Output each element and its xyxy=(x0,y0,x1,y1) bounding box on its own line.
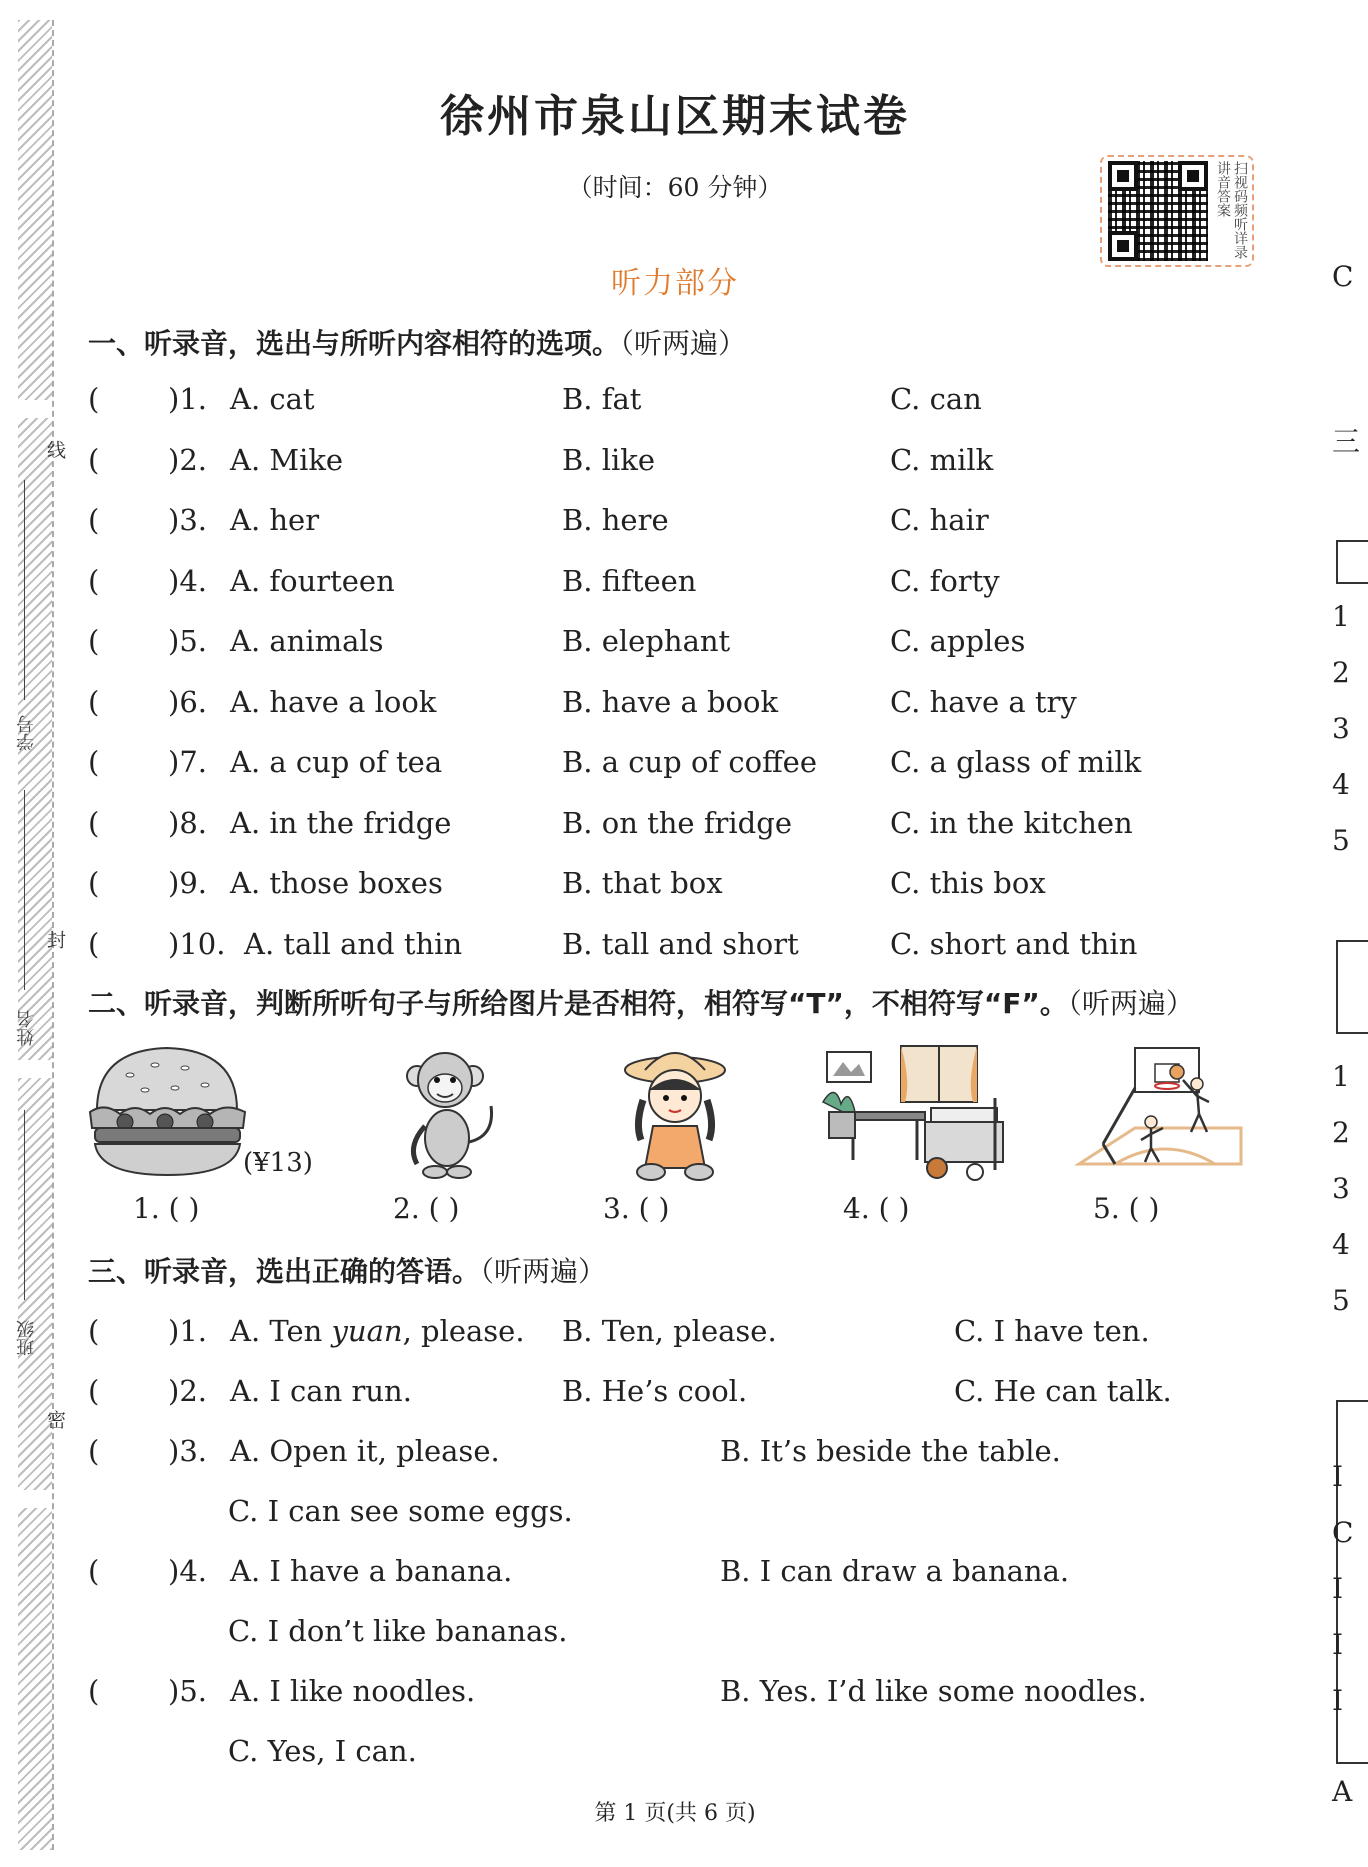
answer-blank[interactable]: ( xyxy=(88,866,100,900)
answer-blank[interactable]: ( xyxy=(88,442,100,477)
option-b[interactable]: B. tall and short xyxy=(562,926,799,961)
part2-title: 二、听录音，判断所听句子与所给图片是否相符，相符写“T”，不相符写“F”。（听两遍） xyxy=(88,987,1194,1020)
question-number: )5. xyxy=(168,624,207,658)
option-b[interactable]: B. like xyxy=(562,442,656,477)
option-a[interactable]: A. cat xyxy=(230,382,315,416)
question-number: )10. xyxy=(168,926,226,961)
answer-blank[interactable]: ( xyxy=(88,1374,100,1408)
basketball-picture xyxy=(1075,1044,1245,1179)
option-a[interactable]: A. fourteen xyxy=(230,563,395,598)
answer-blank[interactable]: ( xyxy=(88,624,100,658)
option-c[interactable]: C. I have ten. xyxy=(954,1314,1150,1348)
option-b[interactable]: B. Ten, please. xyxy=(562,1314,777,1348)
section-heading: 听力部分 xyxy=(611,266,739,301)
option-b[interactable]: B. a cup of coffee xyxy=(562,745,817,779)
option-b[interactable]: B. I can draw a banana. xyxy=(720,1554,1070,1588)
part3-question-1: ( )1. A. Ten yuan, please. B. Ten, please. C. I have ten. xyxy=(88,1314,1150,1348)
option-a[interactable]: A. I have a banana. xyxy=(230,1554,513,1588)
option-b[interactable]: B. elephant xyxy=(562,624,731,658)
picture-4-answer[interactable]: 4. ( ) xyxy=(843,1192,910,1225)
part1-title: 一、听录音，选出与所听内容相符的选项。（听两遍） xyxy=(88,327,747,360)
part1-question-2 xyxy=(88,443,1318,483)
part3-question-4: ( )4. A. I have a banana. B. I can draw a banana. xyxy=(88,1554,1070,1588)
binding-gap xyxy=(18,1490,52,1508)
answer-blank[interactable]: ( xyxy=(88,1674,100,1708)
option-b[interactable]: B. fifteen xyxy=(562,563,697,598)
next-page-edge: C 三 1 2 3 4 5 1 2 3 4 5 I C I I I A xyxy=(1332,60,1350,1830)
option-c[interactable]: C. forty xyxy=(890,563,1000,598)
answer-blank[interactable]: ( xyxy=(88,563,100,598)
part3-question-3: ( )3. A. Open it, please. B. It’s beside the table. xyxy=(88,1434,1061,1468)
part1-question-10 xyxy=(88,927,1318,967)
question-number: )3. xyxy=(168,503,207,537)
option-c[interactable]: C. this box xyxy=(890,866,1046,900)
binding-gap xyxy=(18,1060,52,1078)
burger-price: (¥13) xyxy=(243,1148,313,1178)
option-c[interactable]: C. He can talk. xyxy=(954,1374,1172,1408)
answer-blank[interactable]: ( xyxy=(88,805,100,840)
option-a[interactable]: A. animals xyxy=(230,624,384,658)
answer-blank[interactable]: ( xyxy=(88,684,100,719)
burger-picture xyxy=(85,1040,250,1180)
question-number: )4. xyxy=(168,563,207,598)
option-a[interactable]: A. Mike xyxy=(230,442,344,477)
part1-question-3 xyxy=(88,503,1318,543)
class-label: 班级 xyxy=(16,1320,37,1356)
page-footer: 第 1 页(共 6 页) xyxy=(594,1801,756,1826)
part1-question-5 xyxy=(88,624,1318,664)
option-b[interactable]: B. Yes. I’d like some noodles. xyxy=(720,1674,1147,1708)
option-c[interactable]: C. have a try xyxy=(890,684,1077,719)
option-a[interactable]: A. have a look xyxy=(230,684,437,719)
option-a[interactable]: A. in the fridge xyxy=(230,805,452,840)
option-c[interactable]: C. short and thin xyxy=(890,926,1138,961)
answer-blank[interactable]: ( xyxy=(88,503,100,537)
option-a[interactable]: A. her xyxy=(230,503,320,537)
answer-blank[interactable]: ( xyxy=(88,1554,100,1588)
part1-question-7 xyxy=(88,745,1318,785)
answer-blank[interactable]: ( xyxy=(88,382,100,416)
time-limit: （时间：60 分钟） xyxy=(567,173,783,202)
option-a[interactable]: A. those boxes xyxy=(230,866,443,900)
question-number: )6. xyxy=(168,684,207,719)
part3-title: 三、听录音，选出正确的答语。（听两遍） xyxy=(88,1255,607,1288)
option-c[interactable]: C. in the kitchen xyxy=(890,805,1133,840)
question-number: )9. xyxy=(168,866,207,900)
part1-question-6 xyxy=(88,685,1318,725)
option-b[interactable]: B. here xyxy=(562,503,669,537)
binding-gap xyxy=(18,400,52,418)
answer-blank[interactable]: ( xyxy=(88,745,100,779)
option-a[interactable]: A. tall and thin xyxy=(244,926,463,961)
monkey-picture xyxy=(395,1046,505,1186)
part1-question-8 xyxy=(88,806,1318,846)
student-id-rule xyxy=(24,480,25,700)
part3-question-5: ( )5. A. I like noodles. B. Yes. I’d like some noodles. xyxy=(88,1674,1147,1708)
answer-blank[interactable]: ( xyxy=(88,1434,100,1468)
qr-code-box[interactable] xyxy=(1100,155,1254,267)
girl-picture xyxy=(615,1044,735,1184)
question-number: )1. xyxy=(168,382,207,416)
part1-question-1 xyxy=(88,382,1318,422)
class-rule xyxy=(24,1110,25,1300)
option-c[interactable]: C. Yes, I can. xyxy=(228,1734,417,1768)
option-b[interactable]: B. have a book xyxy=(562,684,779,719)
option-b[interactable]: B. It’s beside the table. xyxy=(720,1434,1061,1468)
page-title: 徐州市泉山区期末试卷 xyxy=(440,91,910,142)
name-rule xyxy=(24,790,25,990)
answer-blank[interactable]: ( xyxy=(88,1314,100,1348)
option-c[interactable]: C. apples xyxy=(890,624,1026,658)
option-c[interactable]: C. I don’t like bananas. xyxy=(228,1614,568,1648)
option-b[interactable]: B. that box xyxy=(562,866,723,900)
option-a[interactable]: A. Open it, please. xyxy=(230,1434,500,1468)
option-c[interactable]: C. hair xyxy=(890,503,989,537)
side-char-xian: 线 xyxy=(44,440,66,459)
student-id-label: 学号 xyxy=(16,715,37,751)
part1-question-9 xyxy=(88,866,1318,906)
option-a[interactable]: A. I like noodles. xyxy=(230,1674,476,1708)
picture-row xyxy=(85,1040,1245,1225)
option-a[interactable]: A. Ten yuan, please. xyxy=(230,1314,525,1348)
picture-5-answer[interactable]: 5. ( ) xyxy=(1093,1192,1160,1225)
option-b[interactable]: B. on the fridge xyxy=(562,805,792,840)
side-char-feng: 封 xyxy=(44,930,66,949)
option-c[interactable]: C. I can see some eggs. xyxy=(228,1494,573,1528)
option-c[interactable]: C. can xyxy=(890,382,982,416)
part3-question-2: ( )2. A. I can run. B. He’s cool. C. He can talk. xyxy=(88,1374,1172,1408)
part1-question-4 xyxy=(88,564,1318,604)
option-a[interactable]: A. I can run. xyxy=(230,1374,412,1408)
question-number: )8. xyxy=(168,805,207,840)
option-c[interactable]: C. milk xyxy=(890,442,994,477)
answer-blank[interactable]: ( xyxy=(88,926,100,961)
option-c[interactable]: C. a glass of milk xyxy=(890,745,1142,779)
qr-caption: 扫视码频听详录讲音答案 xyxy=(1215,161,1248,259)
option-a[interactable]: A. a cup of tea xyxy=(230,745,443,779)
name-label: 姓名 xyxy=(16,1010,37,1046)
question-number: )2. xyxy=(168,442,207,477)
option-b[interactable]: B. He’s cool. xyxy=(562,1374,748,1408)
option-b[interactable]: B. fat xyxy=(562,382,642,416)
bedroom-picture xyxy=(815,1042,1005,1187)
picture-3-answer[interactable]: 3. ( ) xyxy=(603,1192,670,1225)
side-char-mi: 密 xyxy=(44,1410,66,1429)
picture-1-answer[interactable]: 1. ( ) xyxy=(133,1192,200,1225)
qr-code-icon xyxy=(1108,161,1208,261)
picture-2-answer[interactable]: 2. ( ) xyxy=(393,1192,460,1225)
question-number: )7. xyxy=(168,745,207,779)
